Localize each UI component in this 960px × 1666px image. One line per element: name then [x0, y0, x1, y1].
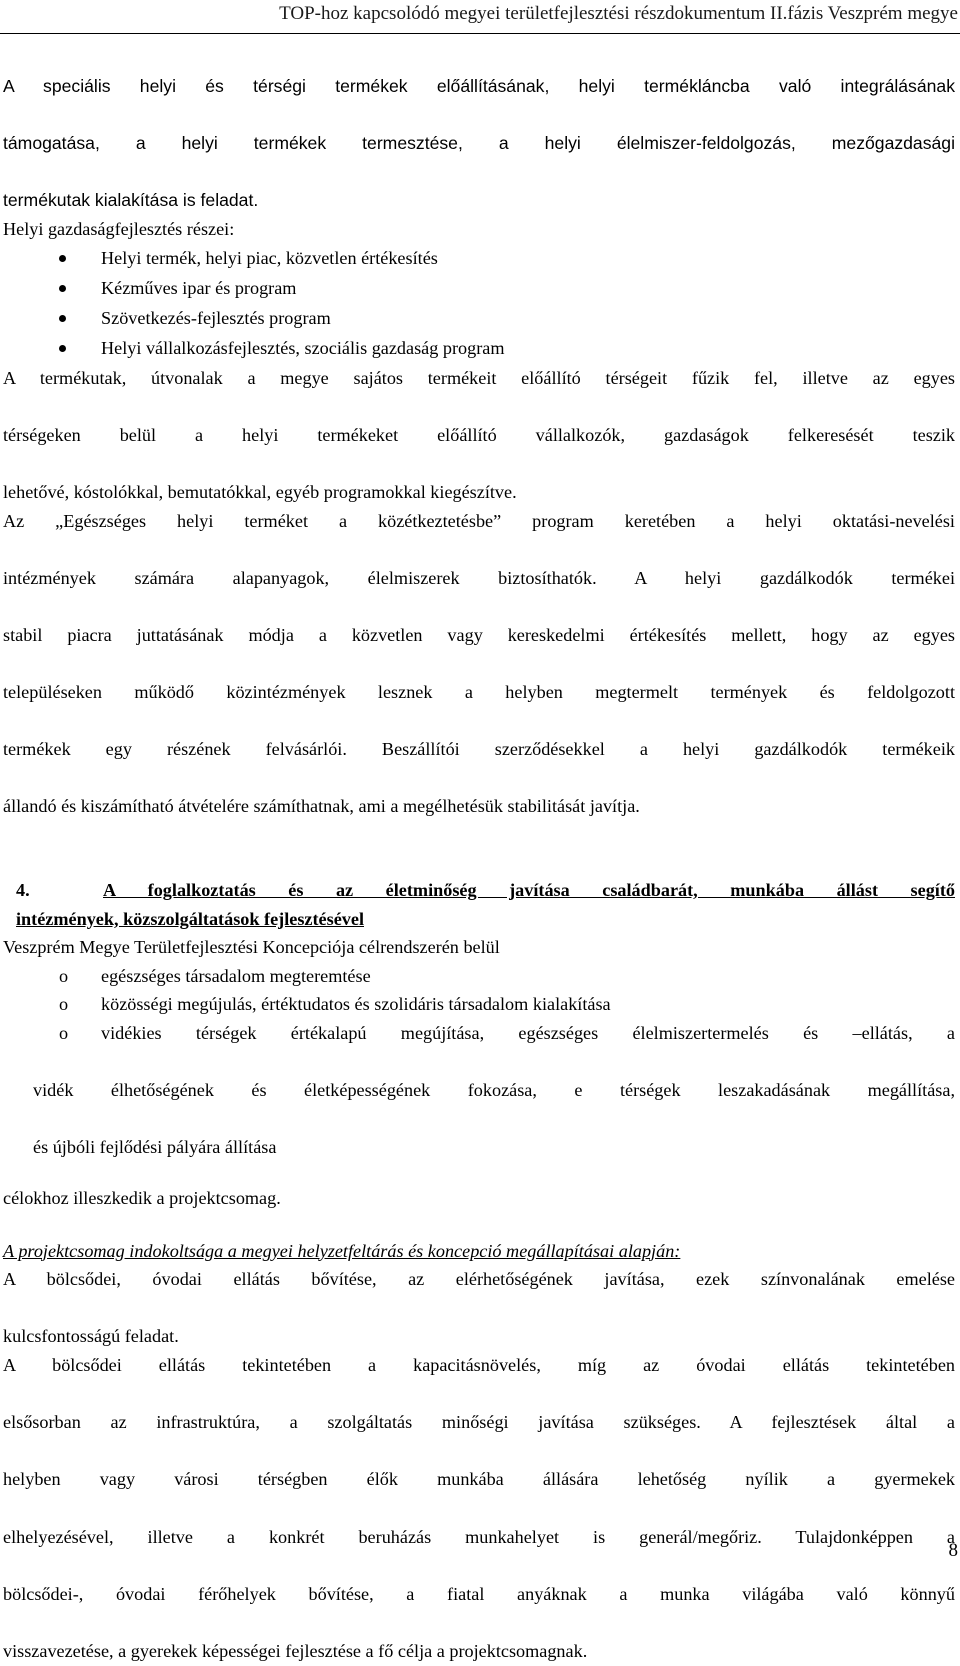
- text-line: és újbóli fejlődési pályára állítása: [33, 1137, 277, 1158]
- list-item-text: közösségi megújulás, értéktudatos és szolidáris társadalom kialakítása: [101, 994, 611, 1015]
- list-item: [3, 304, 955, 334]
- intro-block: [3, 72, 955, 215]
- text-line: termékek egy részének felvásárlói. Beszállítói szerződésekkel a helyi gazdálkodók termékeik: [3, 739, 955, 760]
- text-line: A bölcsődei ellátás tekintetében a kapacitásnövelés, míg az óvodai ellátás tekintetében: [3, 1354, 955, 1375]
- section-title-line: A foglalkoztatás és az életminőség javítása családbarát, munkába állást segítő: [103, 880, 955, 901]
- spacer: [3, 1213, 955, 1237]
- header-rule: [0, 33, 960, 34]
- bullet-icon: [59, 345, 66, 352]
- text-line: állandó és kiszámítható átvételére számíthatnak, ami a megélhetésük stabilitását javítja.: [3, 796, 640, 817]
- text-line: A speciális helyi és térségi termékek előállításának, helyi termékláncba való integrálásának: [3, 76, 955, 96]
- bullet-icon: [59, 285, 66, 292]
- text-line: térségeken belül a helyi termékeket előállító vállalkozók, gazdaságok felkeresését teszik: [3, 424, 955, 445]
- text-line: lehetővé, kóstolókkal, bemutatókkal, egyéb programokkal kiegészítve.: [3, 481, 517, 502]
- text-line: támogatása, a helyi termékek termesztése, a helyi élelmiszer-feldolgozás, mezőgazdasági: [3, 133, 955, 154]
- text-line: intézmények számára alapanyagok, élelmiszerek biztosíthatók. A helyi gazdálkodók termékei: [3, 567, 955, 588]
- text-line: településeken működő közintézmények lesznek a helyben megtermelt termények és feldolgozott: [3, 682, 955, 703]
- running-header: TOP-hoz kapcsolódó megyei területfejlesztési részdokumentum II.fázis Veszprém megye: [279, 3, 958, 24]
- text-line: stabil piacra juttatásának módja a közvetlen vagy kereskedelmi értékesítés mellett, hogy az egyes: [3, 624, 955, 645]
- text-line: A termékutak, útvonalak a megye sajátos termékeit előállító térségeit fűzik fel, illetve az egyes: [3, 367, 955, 388]
- text-line: elhelyezésével, illetve a konkrét beruházás munkahelyet is generál/megőriz. Tulajdonképpen a: [3, 1526, 955, 1547]
- list-item-text: egészséges társadalom megteremtése: [101, 965, 371, 986]
- list-item: [3, 334, 955, 364]
- goals-closing: célokhoz illeszkedik a projektcsomag.: [3, 1188, 281, 1208]
- justification-paragraph-1: [3, 1265, 955, 1351]
- text-line: helyben vagy városi térségben élők munkába állására lehetőség nyílik a gyermekek: [3, 1469, 955, 1490]
- text-line: vidékies térségek értékalapú megújítása, egészséges élelmiszertermelés és –ellátás, a: [101, 1023, 955, 1044]
- list-item: [3, 1019, 955, 1162]
- list-item-text: Kézműves ipar és program: [101, 277, 297, 298]
- text-line: kulcsfontosságú feladat.: [3, 1326, 179, 1347]
- subheading: Helyi gazdaságfejlesztés részei:: [3, 218, 235, 239]
- text-line: A bölcsődei, óvodai ellátás bővítése, az elérhetőségének javítása, ezek színvonalának emelése: [3, 1269, 955, 1290]
- list-marker: o: [59, 994, 69, 1015]
- text-line: bölcsődei-, óvodai férőhelyek bővítése, a fiatal anyáknak a munka világába való könnyű: [3, 1583, 955, 1604]
- bullet-icon: [59, 315, 66, 322]
- goal-list: [3, 962, 955, 1162]
- list-marker: o: [59, 1023, 69, 1044]
- spacer: [3, 1162, 955, 1184]
- paragraph-routes: [3, 364, 955, 507]
- text-line: elsősorban az infrastruktúra, a szolgáltatás minőségi javítása szükséges. A fejlesztések által a: [3, 1412, 955, 1433]
- text-line: termékutak kialakítása is feladat.: [3, 190, 259, 211]
- spacer: [3, 821, 955, 876]
- goals-intro: Veszprém Megye Területfejlesztési Koncepciója célrendszerén belül: [3, 937, 500, 958]
- list-item-text: Helyi vállalkozásfejlesztés, szociális gazdaság program: [101, 337, 505, 358]
- list-item: [3, 962, 955, 991]
- list-item: [3, 990, 955, 1019]
- section-number: 4.: [16, 880, 30, 901]
- list-item: [3, 244, 955, 274]
- list-item-text: Helyi termék, helyi piac, közvetlen értékesítés: [101, 247, 438, 268]
- page-number: 8: [948, 1540, 958, 1561]
- bullet-list: [3, 244, 955, 364]
- paragraph-public-catering: [3, 507, 955, 822]
- section-heading: [3, 876, 955, 933]
- page-content: [3, 72, 955, 1666]
- list-marker: o: [59, 965, 69, 986]
- text-line: vidék élhetőségének és életképességének fokozása, e térségek leszakadásának megállítása,: [33, 1080, 955, 1101]
- justification-paragraph-2: [3, 1351, 955, 1666]
- list-item: [3, 274, 955, 304]
- text-line: visszavezetése, a gyerekek képességei fejlesztése a fő célja a projektcsomagnak.: [3, 1640, 588, 1661]
- section-title-line: intézmények, közszolgáltatások fejlesztésével: [16, 908, 364, 929]
- list-item-text: Szövetkezés-fejlesztés program: [101, 307, 331, 328]
- justification-heading: A projektcsomag indokoltsága a megyei helyzetfeltárás és koncepció megállapításai alapján:: [3, 1240, 681, 1261]
- bullet-icon: [59, 255, 66, 262]
- text-line: Az „Egészséges helyi terméket a közétkeztetésbe” program keretében a helyi oktatási-nevelési: [3, 510, 955, 531]
